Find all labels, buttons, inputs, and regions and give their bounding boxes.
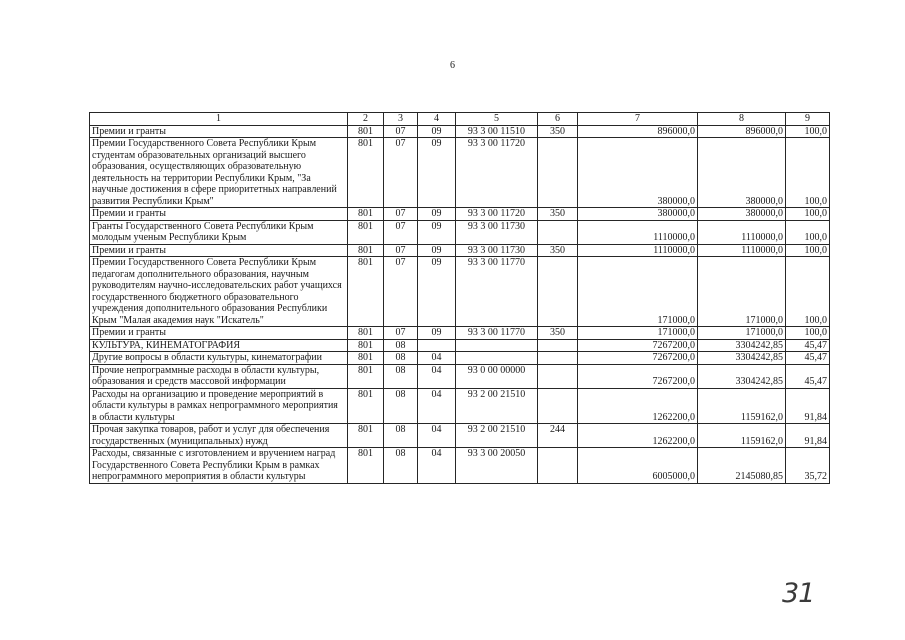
row-value-7: 1110000,0 [578, 220, 698, 244]
column-header: 4 [418, 113, 456, 126]
row-code-3: 07 [384, 257, 418, 327]
column-header: 2 [348, 113, 384, 126]
row-code-5: 93 3 00 11770 [456, 257, 538, 327]
row-value-7: 380000,0 [578, 208, 698, 221]
row-code-3: 07 [384, 208, 418, 221]
row-code-2: 801 [348, 339, 384, 352]
row-code-5 [456, 352, 538, 365]
row-value-8: 896000,0 [698, 125, 786, 138]
row-value-9: 45,47 [786, 339, 830, 352]
row-code-6 [538, 352, 578, 365]
row-value-7: 7267200,0 [578, 364, 698, 388]
row-name: Расходы, связанные с изготовлением и вручением наград Государственного Совета Республики Крым в рамках непрограммного мероприятия в области культуры [90, 448, 348, 484]
column-header: 1 [90, 113, 348, 126]
row-code-4: 09 [418, 208, 456, 221]
row-code-5: 93 3 00 11770 [456, 327, 538, 340]
column-header: 8 [698, 113, 786, 126]
row-name: Премии и гранты [90, 125, 348, 138]
row-value-7: 380000,0 [578, 138, 698, 208]
row-code-6 [538, 138, 578, 208]
row-code-5: 93 3 00 11730 [456, 220, 538, 244]
row-code-4: 09 [418, 138, 456, 208]
row-code-5: 93 3 00 11720 [456, 138, 538, 208]
table-row [90, 208, 830, 221]
row-value-8: 2145080,85 [698, 448, 786, 484]
row-value-9: 100,0 [786, 208, 830, 221]
row-code-2: 801 [348, 244, 384, 257]
row-name: Расходы на организацию и проведение мероприятий в области культуры в рамках непрограммного мероприятия в области культуры [90, 388, 348, 424]
column-header: 5 [456, 113, 538, 126]
row-code-3: 08 [384, 448, 418, 484]
row-value-8: 1159162,0 [698, 424, 786, 448]
page-number: 6 [450, 60, 455, 71]
row-code-6 [538, 388, 578, 424]
row-value-9: 91,84 [786, 424, 830, 448]
row-value-8: 171000,0 [698, 257, 786, 327]
row-code-2: 801 [348, 208, 384, 221]
row-code-3: 07 [384, 138, 418, 208]
row-code-2: 801 [348, 352, 384, 365]
budget-table-body [90, 113, 830, 484]
row-code-2: 801 [348, 424, 384, 448]
table-row [90, 448, 830, 484]
row-name: Премии Государственного Совета Республики Крым студентам образовательных организаций высшего образования, осуществляющих образовательную деятельность на территории Республики Крым, "За научные достижения в сфере приоритетных направлений развития Республики Крым" [90, 138, 348, 208]
row-code-6 [538, 220, 578, 244]
row-code-4: 04 [418, 448, 456, 484]
row-value-7: 1262200,0 [578, 424, 698, 448]
row-code-5: 93 3 00 11510 [456, 125, 538, 138]
row-code-3: 07 [384, 327, 418, 340]
row-name: Премии Государственного Совета Республики Крым педагогам дополнительного образования, научным руководителям научно-исследовательских работ учащихся государственного бюджетного образовательного учреждения дополнительного образования Республики Крым "Малая академия наук "Искатель" [90, 257, 348, 327]
row-value-9: 100,0 [786, 244, 830, 257]
row-code-5: 93 3 00 20050 [456, 448, 538, 484]
row-code-6: 350 [538, 327, 578, 340]
row-code-5 [456, 339, 538, 352]
handwritten-page-number: 31 [782, 578, 815, 609]
row-code-2: 801 [348, 220, 384, 244]
row-code-6 [538, 339, 578, 352]
row-name: Премии и гранты [90, 244, 348, 257]
row-value-8: 380000,0 [698, 138, 786, 208]
row-name: Премии и гранты [90, 208, 348, 221]
row-code-2: 801 [348, 327, 384, 340]
row-code-2: 801 [348, 138, 384, 208]
row-code-4: 09 [418, 244, 456, 257]
row-name: Прочие непрограммные расходы в области культуры, образования и средств массовой информации [90, 364, 348, 388]
row-code-3: 07 [384, 125, 418, 138]
row-value-9: 45,47 [786, 364, 830, 388]
row-code-6 [538, 448, 578, 484]
row-code-6 [538, 257, 578, 327]
table-row [90, 138, 830, 208]
row-value-8: 380000,0 [698, 208, 786, 221]
row-code-4: 04 [418, 364, 456, 388]
row-code-4: 09 [418, 220, 456, 244]
row-value-9: 91,84 [786, 388, 830, 424]
column-header: 7 [578, 113, 698, 126]
row-code-4: 04 [418, 424, 456, 448]
row-code-2: 801 [348, 388, 384, 424]
table-header-row [90, 113, 830, 126]
row-value-7: 7267200,0 [578, 352, 698, 365]
row-name: Другие вопросы в области культуры, кинематографии [90, 352, 348, 365]
row-value-9: 100,0 [786, 220, 830, 244]
row-value-9: 45,47 [786, 352, 830, 365]
row-name: Прочая закупка товаров, работ и услуг для обеспечения государственных (муниципальных) нужд [90, 424, 348, 448]
table-row [90, 364, 830, 388]
row-code-4: 04 [418, 352, 456, 365]
row-code-3: 08 [384, 388, 418, 424]
row-value-8: 1110000,0 [698, 244, 786, 257]
column-header: 9 [786, 113, 830, 126]
column-header: 6 [538, 113, 578, 126]
row-code-4: 09 [418, 125, 456, 138]
budget-table [89, 112, 830, 484]
row-code-2: 801 [348, 257, 384, 327]
row-value-7: 1262200,0 [578, 388, 698, 424]
row-value-9: 100,0 [786, 125, 830, 138]
table-row [90, 424, 830, 448]
row-value-8: 171000,0 [698, 327, 786, 340]
row-value-9: 100,0 [786, 138, 830, 208]
row-code-5: 93 3 00 11730 [456, 244, 538, 257]
row-value-9: 100,0 [786, 327, 830, 340]
row-value-8: 3304242,85 [698, 364, 786, 388]
row-code-5: 93 2 00 21510 [456, 388, 538, 424]
table-row [90, 257, 830, 327]
row-value-8: 1159162,0 [698, 388, 786, 424]
row-code-3: 08 [384, 364, 418, 388]
row-code-3: 07 [384, 220, 418, 244]
row-code-3: 08 [384, 424, 418, 448]
table-row [90, 339, 830, 352]
row-value-7: 896000,0 [578, 125, 698, 138]
row-code-2: 801 [348, 448, 384, 484]
table-row [90, 244, 830, 257]
row-code-5: 93 3 00 11720 [456, 208, 538, 221]
row-name: Гранты Государственного Совета Республики Крым молодым ученым Республики Крым [90, 220, 348, 244]
table-row [90, 388, 830, 424]
row-code-3: 07 [384, 244, 418, 257]
row-code-2: 801 [348, 364, 384, 388]
table-row [90, 125, 830, 138]
row-value-7: 7267200,0 [578, 339, 698, 352]
row-value-8: 3304242,85 [698, 352, 786, 365]
row-code-6: 350 [538, 208, 578, 221]
row-code-6: 244 [538, 424, 578, 448]
row-code-2: 801 [348, 125, 384, 138]
row-code-4: 09 [418, 327, 456, 340]
column-header: 3 [384, 113, 418, 126]
row-code-4: 09 [418, 257, 456, 327]
table-row [90, 352, 830, 365]
row-value-9: 35,72 [786, 448, 830, 484]
row-value-7: 171000,0 [578, 327, 698, 340]
row-code-3: 08 [384, 352, 418, 365]
row-code-4 [418, 339, 456, 352]
table-row [90, 327, 830, 340]
table-row [90, 220, 830, 244]
row-code-3: 08 [384, 339, 418, 352]
row-code-6: 350 [538, 244, 578, 257]
row-value-8: 1110000,0 [698, 220, 786, 244]
row-value-7: 6005000,0 [578, 448, 698, 484]
row-code-5: 93 2 00 21510 [456, 424, 538, 448]
row-value-8: 3304242,85 [698, 339, 786, 352]
row-value-7: 171000,0 [578, 257, 698, 327]
row-code-6 [538, 364, 578, 388]
row-value-7: 1110000,0 [578, 244, 698, 257]
row-value-9: 100,0 [786, 257, 830, 327]
row-code-4: 04 [418, 388, 456, 424]
row-code-5: 93 0 00 00000 [456, 364, 538, 388]
row-name: КУЛЬТУРА, КИНЕМАТОГРАФИЯ [90, 339, 348, 352]
row-code-6: 350 [538, 125, 578, 138]
row-name: Премии и гранты [90, 327, 348, 340]
